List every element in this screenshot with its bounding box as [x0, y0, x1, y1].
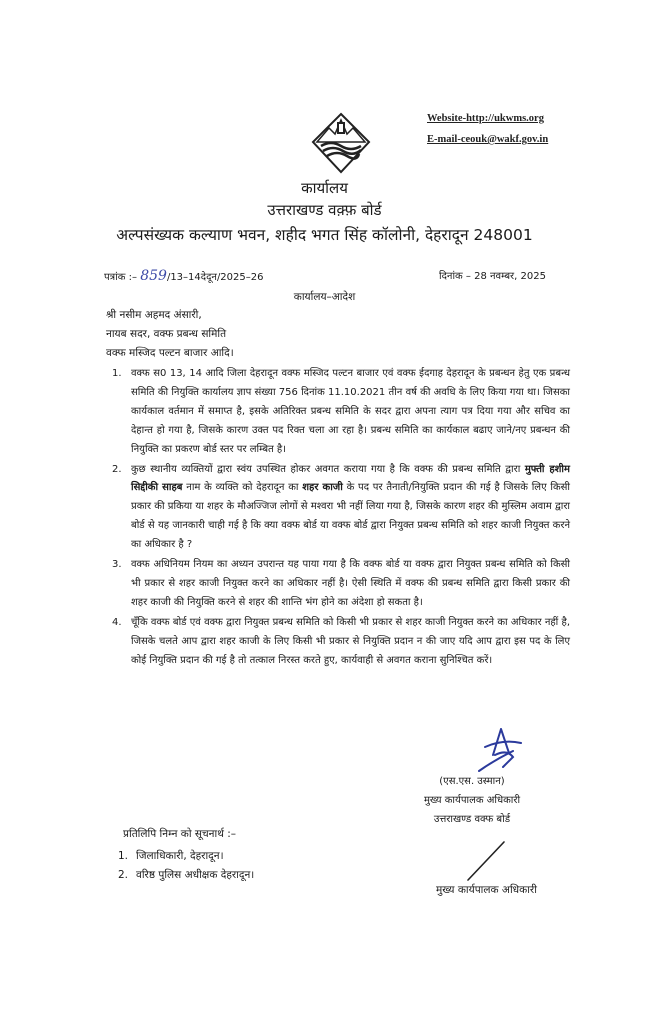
addressee-name: श्री नसीम अहमद अंसारी, [106, 309, 202, 321]
addressee-designation: नायब सदर, वक्फ प्रबन्ध समिति [106, 328, 227, 340]
board-name: उत्तराखण्ड वक़्फ़ बोर्ड [267, 201, 382, 219]
signature-mark [473, 725, 533, 775]
point-text: चूँकि वक्फ बोर्ड एवं वक्फ द्वारा नियुक्त प्रबन्ध समिति को किसी भी प्रकार से शहर काजी नियुक्त करने का अधिकार नहीं है, जिसके चलते आप द्वारा शहर काजी के लिए किसी भी प्रकार से नियुक्ति प्रदान न की जाए यदि आप द्वारा इस पद के लिए कोई नियुक्ति प्रदान की गई है तो तत्काल निरस्त करते हुए, कार्यवाही से अवगत कराना सुनिश्चित करें। [131, 616, 570, 666]
contact-info [427, 108, 548, 150]
post-name: शहर काजी [302, 482, 343, 494]
copy-to-text: वरिष्ठ पुलिस अधीक्षक देहरादून। [136, 869, 255, 881]
addressee-location: वक्फ मस्जिद पल्टन बाजार आदि। [106, 347, 234, 359]
point-number: 1. [112, 368, 122, 379]
office-heading: कार्यालय [301, 179, 348, 197]
signatory-block [372, 772, 572, 829]
reference-number [104, 268, 264, 284]
point-text-b: नाम के व्यक्ति को देहरादून का [182, 482, 303, 494]
initial-mark [460, 838, 510, 888]
copy-to-item [118, 866, 254, 885]
order-points [112, 365, 570, 672]
point-text-c: के पद पर तैनाती/नियुक्ति प्रदान की गई है जिसके लिए किसी प्रकार की प्रकिया या शहर के मौअज्जिज लोगों से मश्वरा भी नहीं लिया गया है, जिसके कारण शहर की मुस्लिम अवाम द्वारा बोर्ड से यह जानकारी चाही गई है कि क्या वक्फ बोर्ड या वक्फ बोर्ड द्वारा नियुक्त प्रबन्ध समिति को शहर काजी नियुक्त करने का अधिकार है ? [131, 482, 571, 551]
board-emblem-logo [311, 112, 371, 174]
copy-to-number: 2. [118, 869, 129, 881]
point-number: 4. [112, 616, 122, 628]
point-4 [112, 614, 570, 671]
signatory-name: (एस.एस. उस्मान) [439, 776, 505, 787]
letter-date: दिनांक – 28 नवम्बर, 2025 [439, 271, 546, 282]
copy-to-item [118, 847, 254, 866]
order-title: कार्यालय–आदेश [293, 291, 356, 303]
point-text: वक्फ अधिनियम नियम का अध्यन उपरान्त यह पाया गया है कि वक्फ बोर्ड या वक्फ द्वारा नियुक्त प्रबन्ध समिति को किसी भी प्रकार से शहर काजी नियुक्त करने का अधिकार नहीं है। ऐसी स्थिति में वक्फ की प्रबन्ध समिति द्वारा किसी प्रकार की शहर काजी की नियुक्ति करने से शहर की शान्ति भंग होने का अंदेशा हो सकता है। [131, 559, 570, 608]
point-text: वक्फ स0 13, 14 आदि जिला देहरादून वक्फ मस्जिद पल्टन बाजार एवं वक्फ ईदगाह देहरादून के प्रबन्धन हेतु एक प्रबन्ध समिति की नियुक्ति कार्यालय ज्ञाप संख्या 756 दिनांक 11.10.2021 तीन वर्ष की अवधि के लिए किया गया था। जिसका कार्यकाल वर्तमान में समाप्त है, इसके अतिरिक्त प्रबन्ध समिति के सदर द्वारा अपना त्याग पत्र दिया गया और सचिव का देहान्त हो गया है, जिसके कारण उक्त पद रिक्त चला आ रहा है। प्रबन्ध समिति का कार्यकाल बढाए जाने/नए प्रबन्धन की नियुक्ति का प्रकरण बोर्ड स्तर पर लम्बित है। [131, 368, 570, 455]
point-3 [112, 556, 570, 613]
reference-suffix: /13–14देदून/2025–26 [166, 272, 264, 283]
reference-label: पत्रांक :– [104, 272, 138, 283]
signatory-organization: उत्तराखण्ड वक्फ बोर्ड [433, 814, 511, 825]
handwritten-number: 859 [140, 268, 167, 284]
website-link[interactable]: Website-http://ukwms.org [427, 113, 544, 124]
board-address: अल्पसंख्यक कल्याण भवन, शहीद भगत सिंह कॉलोनी, देहरादून 248001 [116, 226, 533, 244]
copy-to-title: प्रतिलिपि निम्न को सूचनार्थ :– [123, 828, 237, 840]
email-link[interactable]: E-mail-ceouk@wakf.gov.in [427, 134, 549, 145]
appointee-name: मुफ्ती हशीम सिद्दीकी साहब [131, 463, 570, 494]
point-2 [112, 461, 570, 556]
point-1 [112, 365, 570, 460]
copy-to-number: 1. [118, 850, 129, 862]
copy-to-text: जिलाधिकारी, देहरादून। [136, 850, 224, 862]
copy-to-list [118, 847, 254, 885]
signatory-designation: मुख्य कार्यपालक अधिकारी [423, 795, 521, 806]
footer-signatory-title: मुख्य कार्यपालक अधिकारी [436, 884, 537, 896]
point-number: 2. [112, 463, 122, 475]
addressee-block [106, 306, 234, 363]
point-text-a: कुछ स्थानीय व्यक्तियों द्वारा स्वंय उपस्थित होकर अवगत कराया गया है कि वक्फ की प्रबन्ध समिति द्वारा [131, 463, 525, 475]
point-number: 3. [112, 559, 122, 571]
